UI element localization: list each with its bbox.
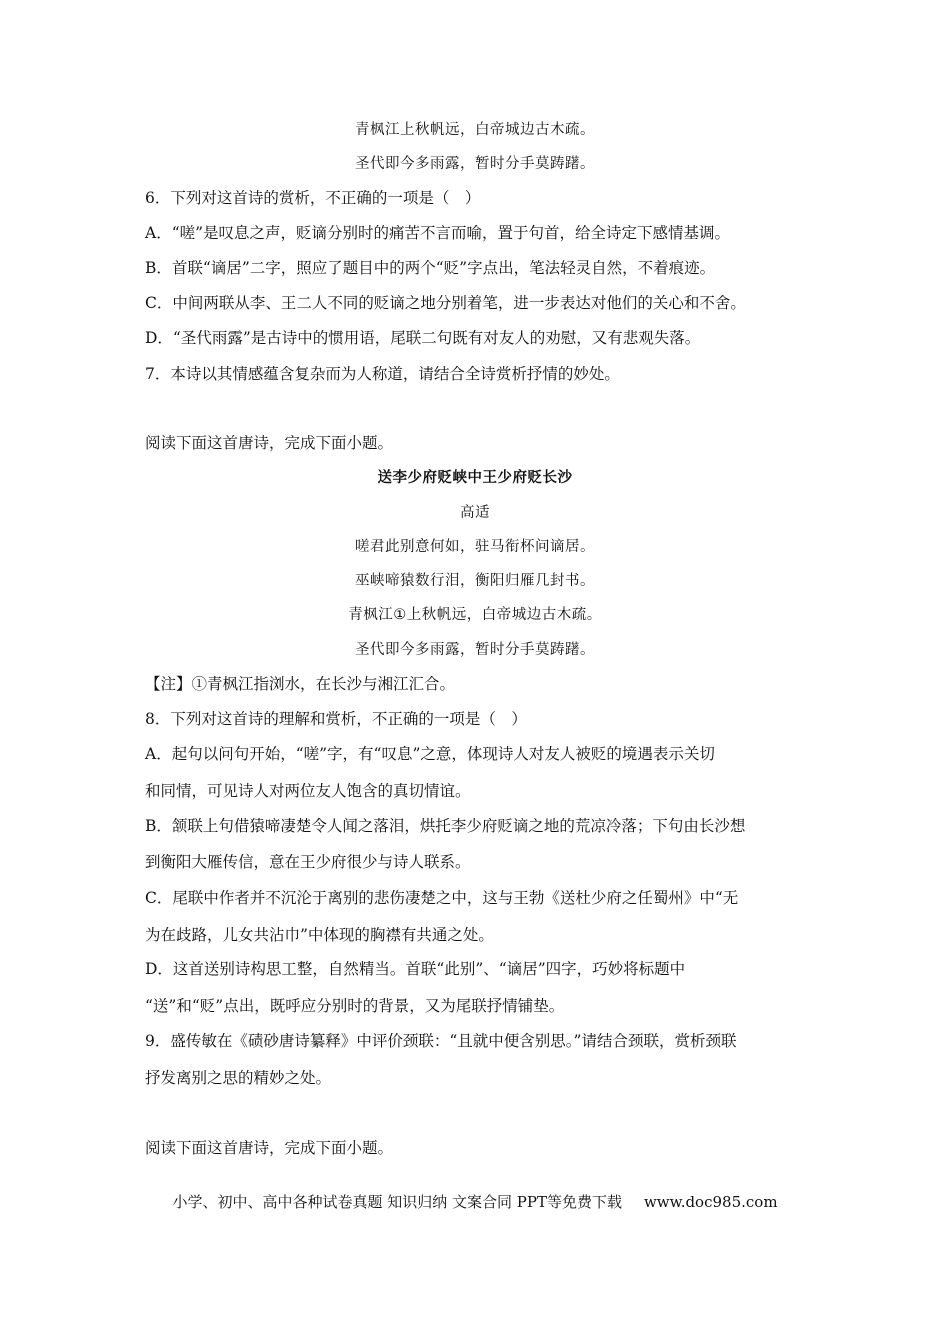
- question-6-option-b: B．首联“谪居”二字，照应了题目中的两个“贬”字点出，笔法轻灵自然，不着痕迹。: [145, 259, 716, 277]
- poem-line: 圣代即今多雨露，暂时分手莫踌躇。: [355, 642, 595, 658]
- question-9-cont: 抒发离别之思的精妙之处。: [145, 1069, 332, 1087]
- question-6-stem: 6．下列对这首诗的赏析，不正确的一项是（ ）: [145, 189, 481, 207]
- section-intro: 阅读下面这首唐诗，完成下面小题。: [145, 434, 394, 452]
- question-8-option-c-cont: 为在歧路，儿女共沾巾”中体现的胸襟有共通之处。: [145, 926, 494, 944]
- poem-line: 嗟君此别意何如，驻马衔杯问谪居。: [355, 539, 595, 555]
- poem-line: 青枫江①上秋帆远，白帝城边古木疏。: [348, 607, 602, 623]
- footer-text: 小学、初中、高中各种试卷真题 知识归纳 文案合同 PPT等免费下载: [172, 1193, 622, 1211]
- question-6-option-a: A．“嗟”是叹息之声，贬谪分别时的痛苦不言而喻，置于句首，给全诗定下感情基调。: [145, 224, 731, 242]
- question-8-option-a: A．起句以问句开始，“嗟”字，有“叹息”之意，体现诗人对友人被贬的境遇表示关切: [145, 745, 715, 763]
- question-6-option-c: C．中间两联从李、王二人不同的贬谪之地分别着笔，进一步表达对他们的关心和不舍。: [145, 294, 746, 312]
- question-8-option-a-cont: 和同情，可见诗人对两位友人饱含的真切情谊。: [145, 782, 471, 800]
- section-intro: 阅读下面这首唐诗，完成下面小题。: [145, 1139, 394, 1157]
- poem-line: 圣代即今多雨露，暂时分手莫踌躇。: [355, 156, 595, 172]
- question-6-option-d: D．“圣代雨露”是古诗中的惯用语，尾联二句既有对友人的劝慰，又有悲观失落。: [145, 329, 701, 347]
- poem-author: 高适: [460, 505, 490, 521]
- poem-note: 【注】①青枫江指浏水，在长沙与湘江汇合。: [145, 675, 456, 693]
- question-8-option-d-cont: “送”和“贬”点出，既呼应分别时的背景，又为尾联抒情铺垫。: [145, 997, 565, 1015]
- question-8-option-b: B．颔联上句借猿啼凄楚令人闻之落泪，烘托李少府贬谪之地的荒凉冷落；下句由长沙想: [145, 817, 746, 835]
- question-9: 9．盛传敏在《碛砂唐诗纂释》中评价颈联：“且就中便含别思。”请结合颈联，赏析颈联: [145, 1032, 737, 1050]
- poem-line: 巫峡啼猿数行泪，衡阳归雁几封书。: [355, 573, 595, 589]
- question-8-option-c: C．尾联中作者并不沉沦于离别的悲伤凄楚之中，这与王勃《送杜少府之任蜀州》中“无: [145, 889, 739, 907]
- page-footer: [0, 1192, 950, 1212]
- question-8-option-b-cont: 到衡阳大雁传信，意在王少府很少与诗人联系。: [145, 853, 471, 871]
- question-8-option-d: D．这首送别诗构思工整，自然精当。首联“此别”、“谪居”四字，巧妙将标题中: [145, 960, 686, 978]
- question-8-stem: 8．下列对这首诗的理解和赏析，不正确的一项是（ ）: [145, 710, 527, 728]
- poem-line: 青枫江上秋帆远，白帝城边古木疏。: [355, 122, 595, 138]
- footer-url[interactable]: www.doc985.com: [643, 1193, 778, 1211]
- poem-title: 送李少府贬峡中王少府贬长沙: [377, 470, 573, 486]
- question-7: 7．本诗以其情感蕴含复杂而为人称道，请结合全诗赏析抒情的妙处。: [145, 365, 620, 383]
